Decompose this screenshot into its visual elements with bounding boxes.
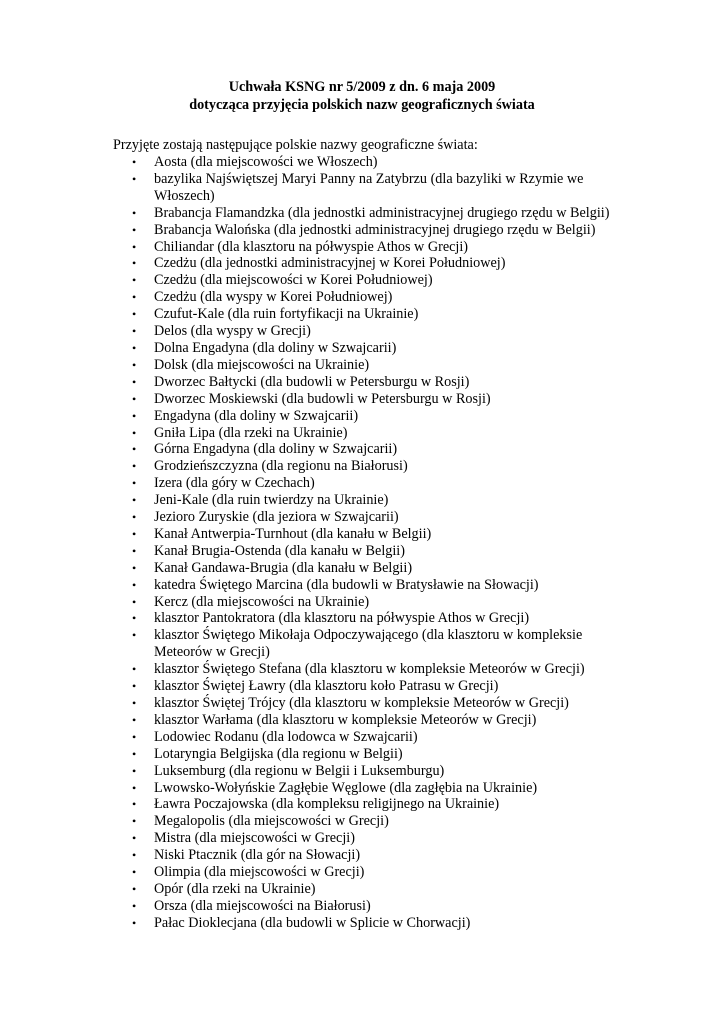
bullet-icon: • <box>132 898 137 913</box>
bullet-icon: • <box>132 865 137 880</box>
bullet-icon: • <box>132 746 137 761</box>
bullet-icon: • <box>132 848 137 863</box>
list-item-text: klasztor Świętej Trójcy (dla klasztoru w kompleksie Meteorów w Grecji) <box>154 695 569 711</box>
bullet-icon: • <box>132 324 137 339</box>
document-subtitle: dotycząca przyjęcia polskich nazw geograficznych świata <box>189 97 535 113</box>
bullet-icon: • <box>132 307 137 322</box>
list-item-text: Chiliandar (dla klasztoru na półwyspie Athos w Grecji) <box>154 238 469 255</box>
list-item <box>0 441 724 458</box>
list-item-text: bazylika Najświętszej Maryi Panny na Zatybrzu (dla bazyliki w Rzymie we Włoszech) <box>154 170 584 204</box>
bullet-icon: • <box>132 679 137 694</box>
list-item-text: Lodowiec Rodanu (dla lodowca w Szwajcarii) <box>154 728 418 745</box>
list-item <box>0 577 724 594</box>
bullet-icon: • <box>132 543 137 558</box>
list-item-text: Czedżu (dla miejscowości w Korei Południowej) <box>154 272 433 289</box>
list-item <box>0 560 724 577</box>
list-item-text: klasztor Warłama (dla klasztoru w kompleksie Meteorów w Grecji) <box>154 711 537 728</box>
list-item-text: klasztor Świętej Ławry (dla klasztoru koło Patrasu w Grecji) <box>154 678 499 695</box>
geographic-names-list <box>0 154 724 932</box>
list-item-text: katedra Świętego Marcina (dla budowli w Bratysławie na Słowacji) <box>154 576 539 593</box>
list-item <box>0 763 724 780</box>
list-item <box>0 661 724 678</box>
list-item <box>0 610 724 627</box>
list-item <box>0 678 724 695</box>
list-item-text: Aosta (dla miejscowości we Włoszech) <box>154 154 378 170</box>
bullet-icon: • <box>132 391 137 406</box>
list-item <box>0 847 724 864</box>
list-item <box>0 391 724 408</box>
list-item-text: Górna Engadyna (dla doliny w Szwajcarii) <box>154 441 398 458</box>
list-item-text: Megalopolis (dla miejscowości w Grecji) <box>154 813 389 830</box>
bullet-icon: • <box>132 915 137 930</box>
list-item <box>0 475 724 492</box>
bullet-icon: • <box>132 442 137 457</box>
bullet-icon: • <box>132 357 137 372</box>
list-item <box>0 830 724 847</box>
bullet-icon: • <box>132 290 137 305</box>
bullet-icon: • <box>132 493 137 508</box>
list-item-text: Olimpia (dla miejscowości w Grecji) <box>154 864 365 881</box>
list-item <box>0 154 724 171</box>
intro-text: Przyjęte zostają następujące polskie nazwy geograficzne świata: <box>113 137 478 153</box>
bullet-icon: • <box>132 881 137 896</box>
list-item <box>0 306 724 323</box>
bullet-icon: • <box>132 780 137 795</box>
list-item <box>0 357 724 374</box>
list-item <box>0 729 724 746</box>
list-item-text: Engadyna (dla doliny w Szwajcarii) <box>154 407 359 424</box>
list-item <box>0 695 724 712</box>
bullet-icon: • <box>132 374 137 389</box>
list-item-text: Opór (dla rzeki na Ukrainie) <box>154 880 316 897</box>
list-item <box>0 543 724 560</box>
list-item-text: klasztor Świętego Stefana (dla klasztoru w kompleksie Meteorów w Grecji) <box>154 661 585 678</box>
list-item <box>0 340 724 357</box>
list-item-text: Kanał Antwerpia-Turnhout (dla kanału w Belgii) <box>154 525 432 542</box>
document-title: Uchwała KSNG nr 5/2009 z dn. 6 maja 2009 <box>228 79 496 95</box>
bullet-icon: • <box>132 763 137 778</box>
list-item-text: Delos (dla wyspy w Grecji) <box>154 323 311 340</box>
bullet-icon: • <box>132 425 137 440</box>
list-item <box>0 239 724 256</box>
bullet-icon: • <box>132 628 137 643</box>
list-item-text: Czedżu (dla wyspy w Korei Południowej) <box>154 289 393 306</box>
list-item-text: Czedżu (dla jednostki administracyjnej w Korei Południowej) <box>154 255 506 272</box>
list-item <box>0 796 724 813</box>
list-item-text: Dolsk (dla miejscowości na Ukrainie) <box>154 356 370 373</box>
bullet-icon: • <box>132 526 137 541</box>
list-item <box>0 594 724 611</box>
bullet-icon: • <box>132 577 137 592</box>
list-item-text: Czufut-Kale (dla ruin fortyfikacji na Ukrainie) <box>154 306 419 323</box>
bullet-icon: • <box>132 814 137 829</box>
list-item-text: Orsza (dla miejscowości na Białorusi) <box>154 897 371 914</box>
bullet-icon: • <box>132 611 137 626</box>
list-item <box>0 864 724 881</box>
list-item-text: Kanał Gandawa-Brugia (dla kanału w Belgii) <box>154 559 413 576</box>
bullet-icon: • <box>132 273 137 288</box>
list-item-text: Brabancja Walońska (dla jednostki administracyjnej drugiego rzędu w Belgii) <box>154 221 596 238</box>
list-item <box>0 813 724 830</box>
bullet-icon: • <box>132 205 137 220</box>
list-item <box>0 205 724 222</box>
list-item-text: Pałac Dioklecjana (dla budowli w Splicie w Chorwacji) <box>154 914 471 931</box>
list-item <box>0 289 724 306</box>
list-item-text: Mistra (dla miejscowości w Grecji) <box>154 830 355 847</box>
list-item-text: Izera (dla góry w Czechach) <box>154 475 315 492</box>
list-item <box>0 881 724 898</box>
list-item <box>0 915 724 932</box>
list-item <box>0 374 724 391</box>
bullet-icon: • <box>132 831 137 846</box>
bullet-icon: • <box>132 712 137 727</box>
bullet-icon: • <box>132 797 137 812</box>
list-item-text: Jezioro Zuryskie (dla jeziora w Szwajcarii) <box>154 509 399 526</box>
list-item <box>0 458 724 475</box>
bullet-icon: • <box>132 459 137 474</box>
bullet-icon: • <box>132 408 137 423</box>
list-item <box>0 509 724 526</box>
list-item <box>0 526 724 543</box>
bullet-icon: • <box>132 155 137 169</box>
bullet-icon: • <box>132 476 137 491</box>
list-item-text: Dworzec Moskiewski (dla budowli w Petersburgu w Rosji) <box>154 390 491 407</box>
list-item-text: klasztor Pantokratora (dla klasztoru na półwyspie Athos w Grecji) <box>154 610 530 627</box>
bullet-icon: • <box>132 510 137 525</box>
list-item-text: Lotaryngia Belgijska (dla regionu w Belgii) <box>154 745 403 762</box>
list-item-text: Dolna Engadyna (dla doliny w Szwajcarii) <box>154 339 397 356</box>
list-item-text: Jeni-Kale (dla ruin twierdzy na Ukrainie) <box>154 492 389 509</box>
list-item <box>0 627 724 661</box>
bullet-icon: • <box>132 340 137 355</box>
list-item-text: Luksemburg (dla regionu w Belgii i Luksemburgu) <box>154 762 445 779</box>
list-item <box>0 323 724 340</box>
list-item-text: Dworzec Bałtycki (dla budowli w Petersburgu w Rosji) <box>154 373 470 390</box>
list-item <box>0 898 724 915</box>
list-item <box>0 408 724 425</box>
list-item <box>0 222 724 239</box>
bullet-icon: • <box>132 171 137 186</box>
bullet-icon: • <box>132 729 137 744</box>
list-item <box>0 746 724 763</box>
list-item-text: Kanał Brugia-Ostenda (dla kanału w Belgii) <box>154 542 405 559</box>
list-item <box>0 492 724 509</box>
list-item-text: Ławra Poczajowska (dla kompleksu religijnego na Ukrainie) <box>154 796 500 813</box>
list-item <box>0 272 724 289</box>
list-item-text: Niski Ptacznik (dla gór na Słowacji) <box>154 847 361 864</box>
list-item-text: klasztor Świętego Mikołaja Odpoczywającego (dla klasztoru w kompleksie Meteorów w Grecji) <box>154 627 583 661</box>
bullet-icon: • <box>132 594 137 609</box>
bullet-icon: • <box>132 662 137 677</box>
list-item-text: Kercz (dla miejscowości na Ukrainie) <box>154 593 370 610</box>
bullet-icon: • <box>132 239 137 254</box>
list-item <box>0 171 724 205</box>
list-item-text: Lwowsko-Wołyńskie Zagłębie Węglowe (dla zagłębia na Ukrainie) <box>154 779 538 796</box>
list-item <box>0 712 724 729</box>
list-item <box>0 780 724 797</box>
list-item <box>0 425 724 442</box>
list-item-text: Gniła Lipa (dla rzeki na Ukrainie) <box>154 424 348 441</box>
list-item <box>0 255 724 272</box>
bullet-icon: • <box>132 222 137 237</box>
list-item-text: Grodzieńszczyzna (dla regionu na Białorusi) <box>154 458 408 475</box>
bullet-icon: • <box>132 696 137 710</box>
bullet-icon: • <box>132 560 137 575</box>
list-item-text: Brabancja Flamandzka (dla jednostki administracyjnej drugiego rzędu w Belgii) <box>154 204 610 221</box>
bullet-icon: • <box>132 256 137 271</box>
